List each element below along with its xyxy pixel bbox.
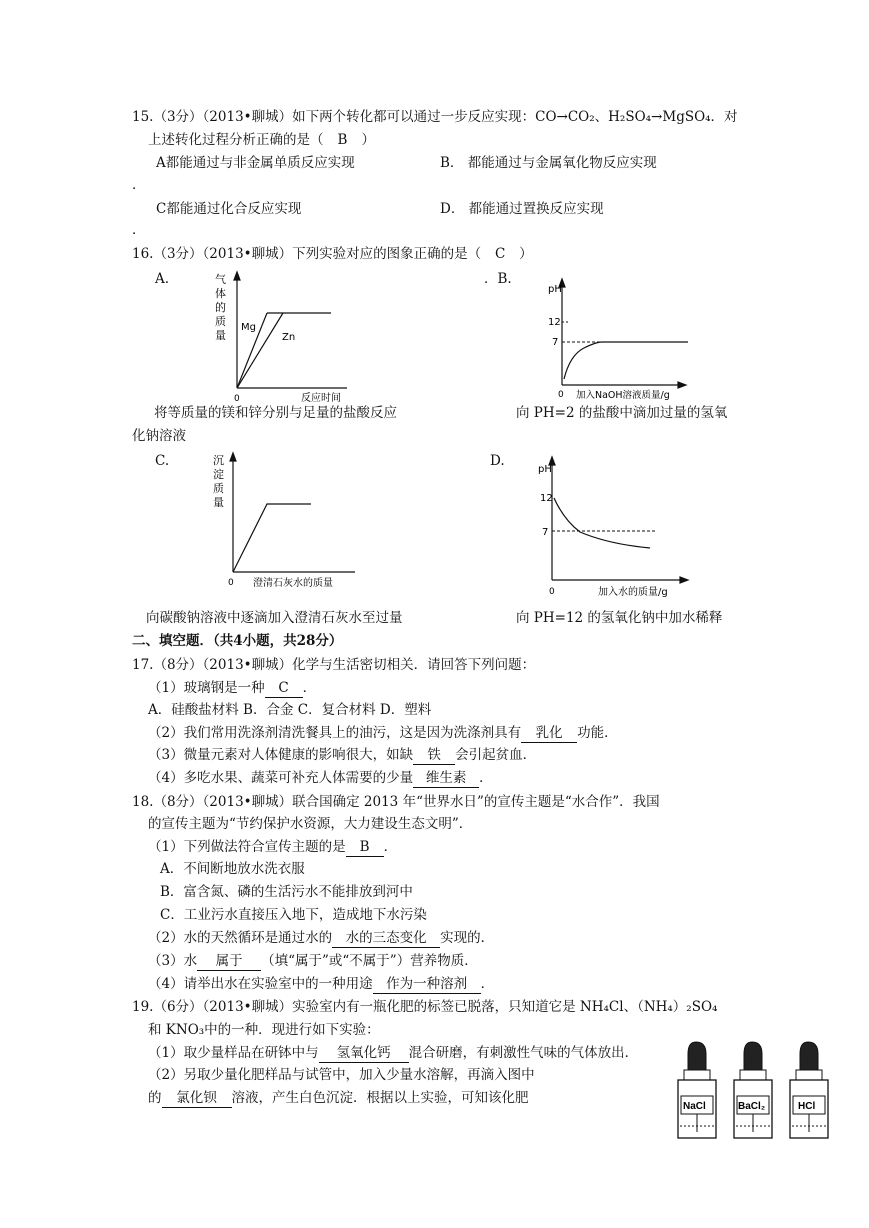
q19-part1-text: （1）取少量样品在研钵中与 bbox=[148, 1045, 319, 1061]
q18-part1-text: （1）下列做法符合宣传主题的是 bbox=[148, 839, 346, 855]
graph-c-line bbox=[233, 504, 311, 572]
q19-part1-answer: 氢氧化钙 bbox=[319, 1044, 409, 1063]
graph-b-tick-7: 7 bbox=[552, 337, 559, 348]
bottle-hcl bbox=[790, 1042, 828, 1138]
q15-stem: 上述转化过程分析正确的是（ bbox=[148, 132, 324, 148]
section-heading: 二、填空题．（共4小题，共28分） bbox=[132, 633, 343, 649]
q18-part4-answer: 作为一种溶剂 bbox=[373, 975, 481, 994]
q16-label-b: ．B. bbox=[484, 271, 512, 287]
q18-option-b: B．富含氮、磷的生活污水不能排放到河中 bbox=[160, 884, 413, 900]
graph-c-ylabel-4: 量 bbox=[213, 496, 224, 509]
q16-caption-b-cont: 化钠溶液 bbox=[132, 428, 186, 444]
graph-c-origin: 0 bbox=[228, 578, 234, 588]
graph-a bbox=[205, 268, 355, 403]
graph-d-origin: 0 bbox=[549, 587, 555, 597]
q17-part1-answer: C bbox=[265, 679, 303, 698]
q18-part2 bbox=[148, 929, 494, 948]
q18-part1-answer: B bbox=[346, 838, 384, 857]
q18-option-a: A．不间断地放水洗衣服 bbox=[160, 861, 305, 877]
graph-d-tick-7: 7 bbox=[542, 527, 549, 538]
bottle-bacl2 bbox=[734, 1042, 772, 1138]
graph-a-ylabel-1: 气 bbox=[215, 273, 226, 286]
bottle-label-bacl2: BaCl₂ bbox=[738, 1101, 766, 1112]
q18-option-c: C．工业污水直接压入地下，造成地下水污染 bbox=[160, 907, 427, 923]
q18-part2-end: 实现的． bbox=[440, 930, 495, 946]
q18-part3-answer: 属于 bbox=[197, 952, 261, 971]
graph-a-xlabel: 反应时间 bbox=[301, 393, 341, 403]
q17-part1-text: （1）玻璃钢是一种 bbox=[148, 680, 265, 696]
q18-part2-text: （2）水的天然循环是通过水的 bbox=[148, 930, 333, 946]
graph-c-xlabel: 澄清石灰水的质量 bbox=[253, 578, 333, 589]
q19-part2-cont-end: 溶液，产生白色沉淀．根据以上实验，可知该化肥 bbox=[231, 1090, 529, 1106]
q15-dot-2: ． bbox=[132, 222, 146, 238]
graph-a-origin: 0 bbox=[234, 394, 240, 403]
graph-c-axes bbox=[230, 453, 355, 572]
graph-d-tick-12: 12 bbox=[540, 493, 553, 504]
q17-part2-text: （2）我们常用洗涤剂清洗餐具上的油污，这是因为洗涤剂具有 bbox=[148, 725, 522, 741]
q17-part2 bbox=[148, 724, 618, 743]
q18-stem-1: 18.（8分）（2013•聊城）联合国确定 2013 年“世界水日”的宣传主题是“水合作”．我国 bbox=[132, 794, 660, 810]
q18-part3 bbox=[148, 952, 478, 971]
q18-part1-end: ． bbox=[383, 839, 398, 855]
q16-stem-text: 16.（3分）（2013•聊城）下列实验对应的图象正确的是（ bbox=[132, 246, 482, 262]
q15-line1: 15.（3分）（2013•聊城）如下两个转化都可以通过一步反应实现：CO→CO₂、H₂SO₄→MgSO₄．对 bbox=[132, 109, 738, 125]
q16-caption-b: 向 PH=2 的盐酸中滴加过量的氢氧 bbox=[516, 405, 728, 421]
q16-stem-end: ） bbox=[519, 246, 533, 262]
q19-part2-cont-text: 的 bbox=[148, 1090, 162, 1106]
q15-option-c: C都能通过化合反应实现 bbox=[156, 201, 302, 217]
dropper-bottles bbox=[672, 1040, 840, 1144]
q17-part3-text: （3）微量元素对人体健康的影响很大，如缺 bbox=[148, 747, 414, 763]
q17-part3-end: 会引起贫血． bbox=[455, 747, 537, 763]
q18-part4-end: ． bbox=[480, 976, 495, 992]
graph-a-ylabel-5: 量 bbox=[215, 329, 226, 342]
q19-part2-cont bbox=[148, 1089, 529, 1108]
q16-label-a: A. bbox=[155, 271, 170, 287]
q15-line2 bbox=[148, 131, 375, 149]
q19-part1 bbox=[148, 1044, 638, 1063]
q17-options: A．硅酸盐材料 B．合金 C．复合材料 D．塑料 bbox=[148, 702, 432, 718]
q17-part2-end: 功能． bbox=[577, 725, 618, 741]
graph-b-tick-12: 12 bbox=[548, 317, 561, 328]
q19-part1-end: 混合研磨，有刺激性气味的气体放出． bbox=[408, 1045, 639, 1061]
graph-a-mg-label: Mg bbox=[241, 322, 256, 333]
q18-stem-2: 的宣传主题为“节约保护水资源，大力建设生态文明”． bbox=[148, 816, 473, 832]
graph-c-ylabel-3: 质 bbox=[213, 482, 224, 495]
q17-part3-answer: 铁 bbox=[413, 746, 455, 765]
q17-part1 bbox=[148, 679, 316, 698]
q15-stem-end: ） bbox=[361, 132, 375, 148]
q15-dot: ． bbox=[132, 177, 146, 193]
graph-b-axes bbox=[559, 279, 686, 388]
bottle-nacl bbox=[678, 1042, 716, 1138]
graph-d-curve bbox=[554, 498, 650, 548]
graph-a-ylabel-4: 质 bbox=[215, 315, 226, 328]
q16-label-d: D. bbox=[490, 453, 505, 469]
graph-b-origin: 0 bbox=[558, 390, 564, 400]
q17-part1-end: ． bbox=[302, 680, 317, 696]
q17-part4-text: （4）多吃水果、蔬菜可补充人体需要的少量 bbox=[148, 770, 414, 786]
graph-c bbox=[205, 448, 365, 590]
graph-a-ylabel-2: 体 bbox=[215, 287, 226, 300]
graph-d-ylabel: pH bbox=[538, 464, 552, 475]
q15-option-b: B． 都能通过与金属氧化物反应实现 bbox=[440, 155, 657, 171]
q19-part2-answer: 氯化钡 bbox=[162, 1089, 232, 1108]
graph-d-xlabel: 加入水的质量/g bbox=[598, 587, 668, 598]
bottle-label-nacl: NaCl bbox=[683, 1101, 706, 1112]
graph-b-curve bbox=[564, 342, 688, 379]
q16-caption-a: 将等质量的镁和锌分别与足量的盐酸反应 bbox=[154, 405, 397, 421]
q18-part4-text: （4）请举出水在实验室中的一种用途 bbox=[148, 976, 373, 992]
q17-part4-answer: 维生素 bbox=[413, 769, 479, 788]
q18-part3-end: （填“属于”或“不属于”）营养物质． bbox=[261, 953, 478, 969]
graph-a-ylabel-3: 的 bbox=[215, 301, 226, 314]
graph-c-ylabel-1: 沉 bbox=[213, 454, 224, 467]
bottle-label-hcl: HCl bbox=[798, 1101, 816, 1112]
q18-part1 bbox=[148, 838, 397, 857]
q17-stem: 17.（8分）（2013•聊城）化学与生活密切相关．请回答下列问题： bbox=[132, 657, 536, 673]
q17-part3 bbox=[148, 746, 536, 765]
graph-b bbox=[540, 275, 690, 403]
q18-part3-text: （3）水 bbox=[148, 953, 198, 969]
q18-part2-answer: 水的三态变化 bbox=[332, 929, 440, 948]
graph-b-ylabel: pH bbox=[548, 284, 562, 295]
q19-stem-1: 19.（6分）（2013•聊城）实验室内有一瓶化肥的标签已脱落，只知道它是 NH₄Cl、（NH₄）₂SO₄ bbox=[132, 999, 718, 1015]
q16-label-c: C. bbox=[155, 453, 170, 469]
q17-part4-end: ． bbox=[479, 770, 493, 786]
q18-part4 bbox=[148, 975, 494, 994]
q16-caption-c: 向碳酸钠溶液中逐滴加入澄清石灰水至过量 bbox=[146, 610, 403, 626]
q17-part2-answer: 乳化 bbox=[521, 724, 577, 743]
q15-option-d: D． 都能通过置换反应实现 bbox=[440, 201, 604, 217]
q15-answer: B bbox=[337, 132, 348, 148]
q19-part2: （2）另取少量化肥样品与试管中，加入少量水溶解，再滴入图中 bbox=[148, 1067, 535, 1083]
q15-option-a: A都能通过与非金属单质反应实现 bbox=[156, 155, 355, 171]
graph-d-axes bbox=[549, 457, 688, 583]
q16-caption-d: 向 PH=12 的氢氧化钠中加水稀释 bbox=[516, 610, 723, 626]
graph-b-xlabel: 加入NaOH溶液质量/g bbox=[576, 390, 670, 401]
graph-c-ylabel-2: 淀 bbox=[213, 468, 224, 481]
q16-stem bbox=[132, 245, 533, 263]
graph-a-zn-label: Zn bbox=[282, 332, 296, 343]
q17-part4 bbox=[148, 769, 493, 788]
graph-d bbox=[528, 452, 693, 602]
q16-answer: C bbox=[494, 246, 506, 262]
q19-stem-2: 和 KNO₃中的一种．现进行如下实验： bbox=[148, 1022, 380, 1038]
